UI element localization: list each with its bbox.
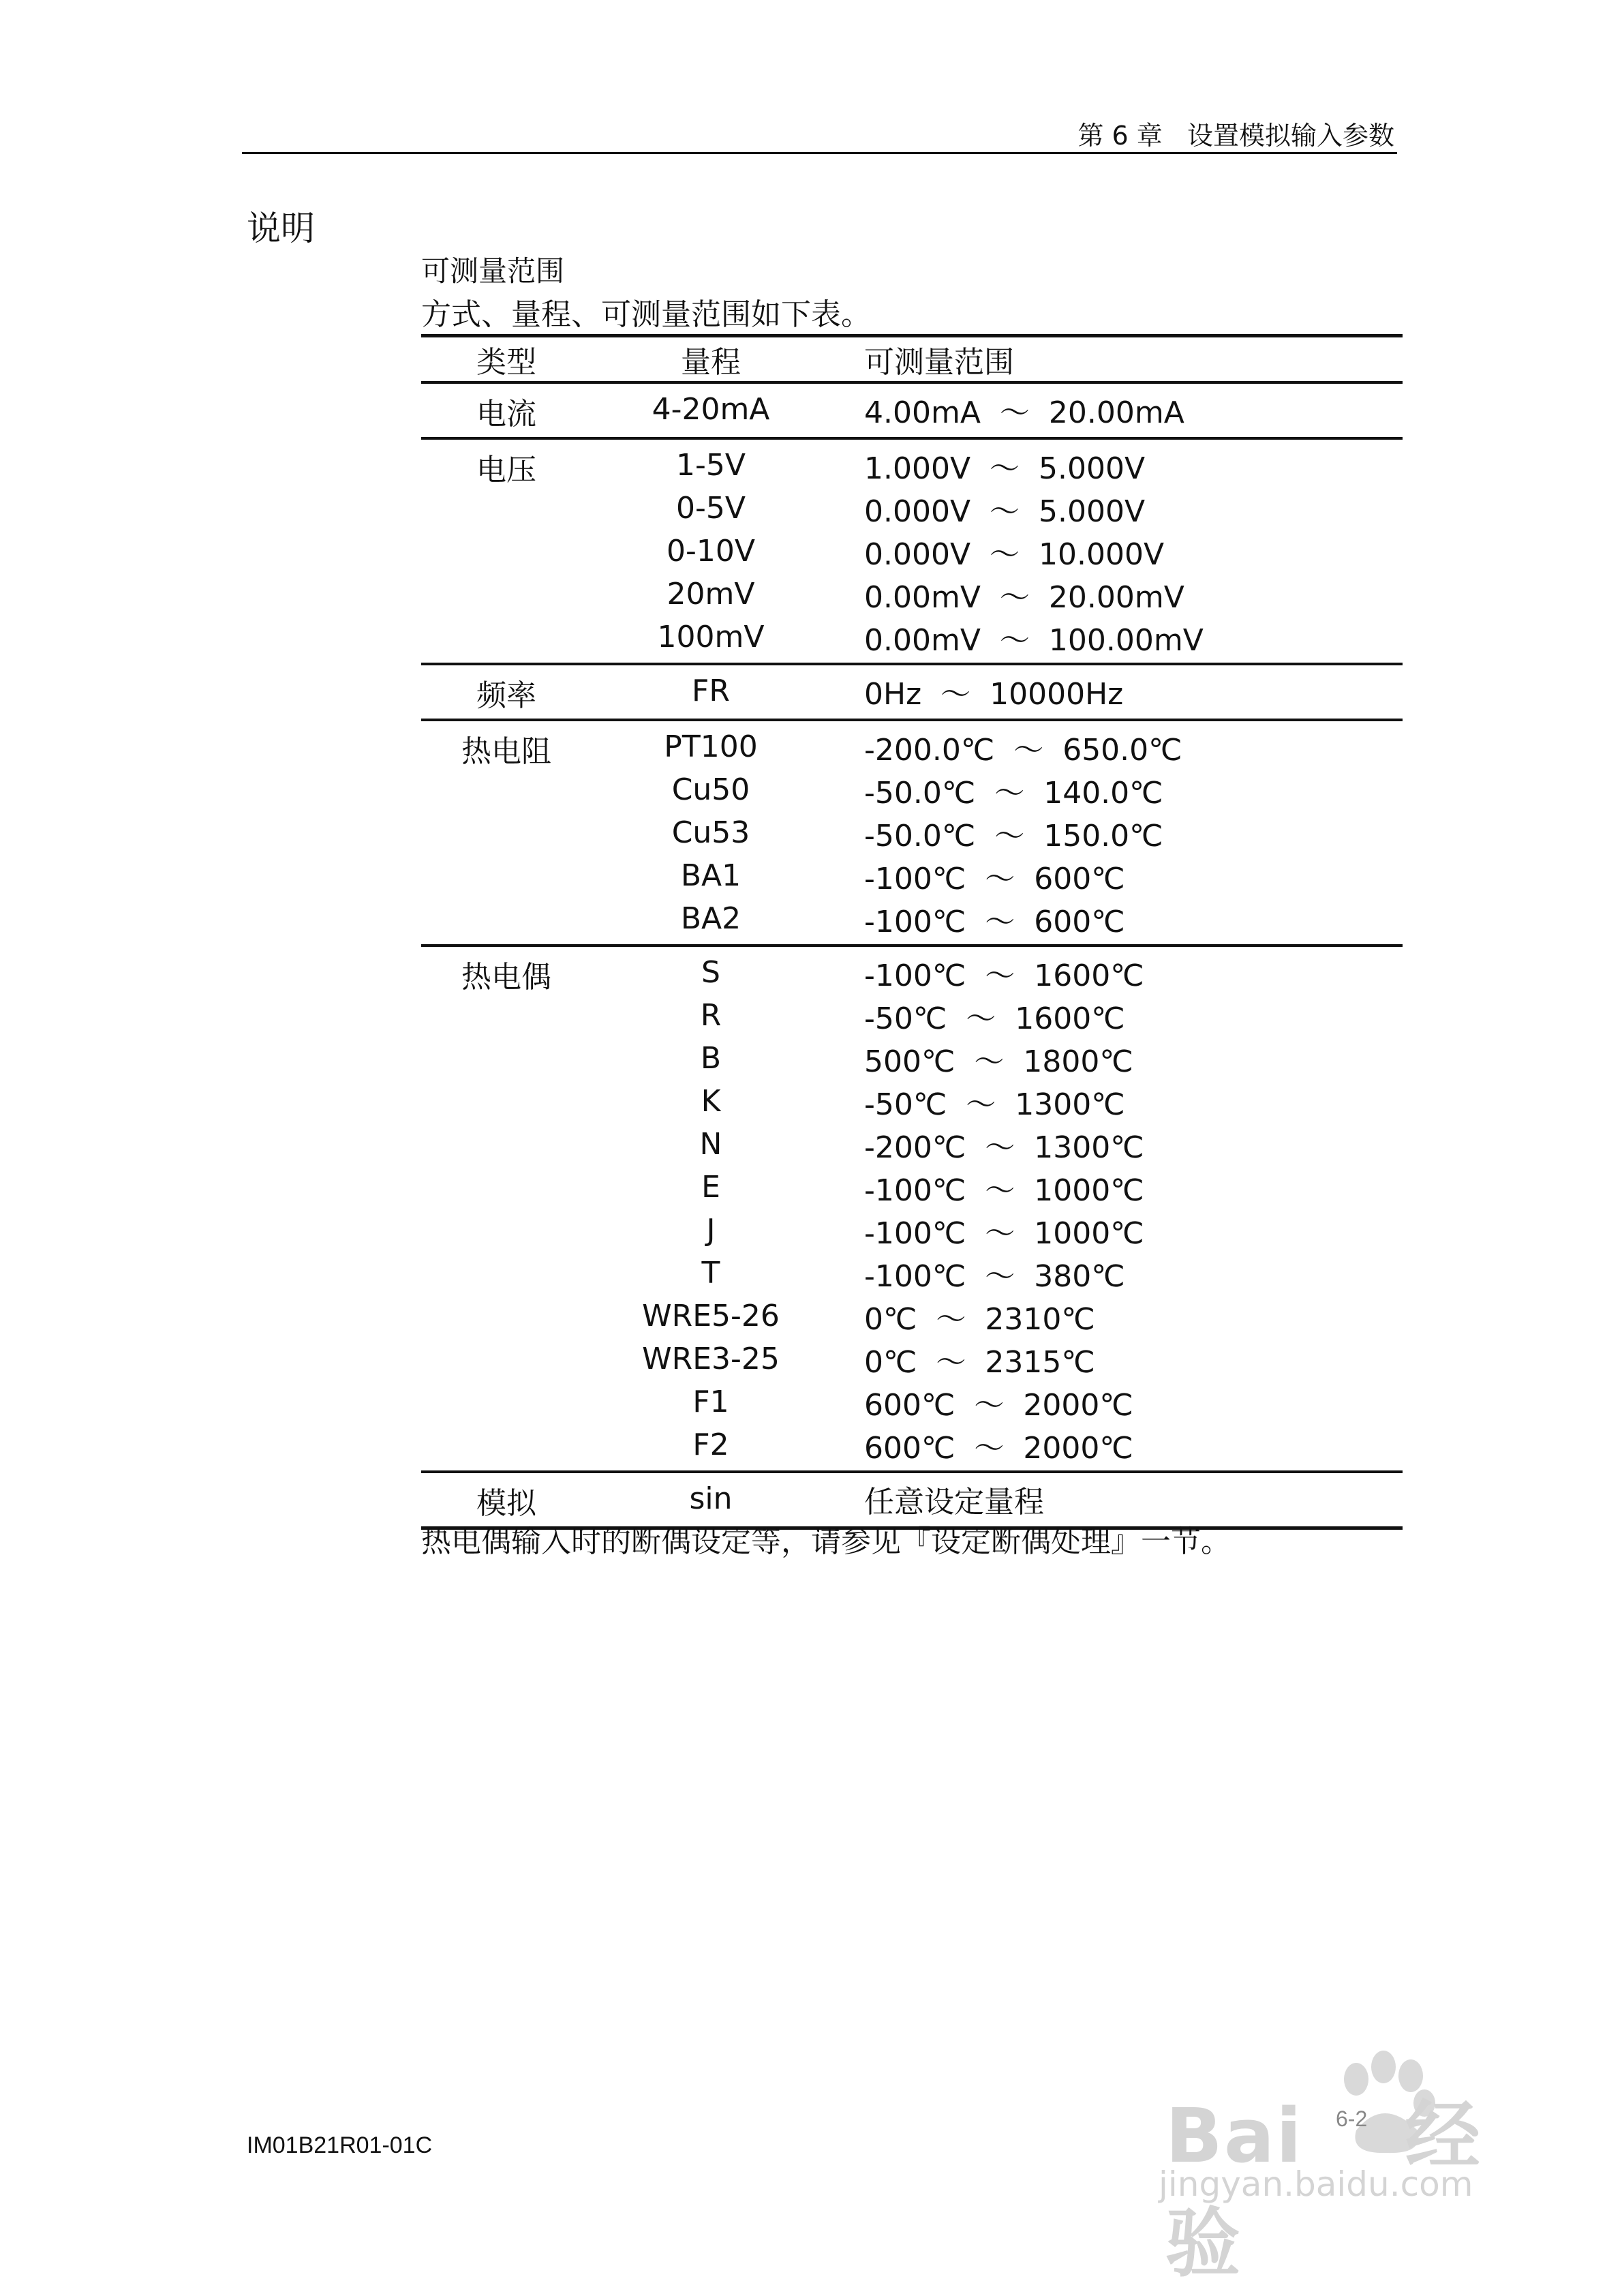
watermark-url: jingyan.baidu.com: [1159, 2164, 1473, 2204]
range-cell: FR: [692, 674, 730, 708]
table-row: [592, 951, 1403, 994]
table-row: [592, 1080, 1403, 1123]
table-header-row: [421, 337, 1403, 384]
range-cell: S: [701, 955, 720, 990]
measurable-cell: -100℃ ～ 380℃: [864, 1258, 1125, 1294]
column-header-type: 类型: [476, 345, 536, 380]
measurable-cell: 0.00mV ～ 100.00mV: [864, 622, 1204, 658]
table-row: [592, 530, 1403, 573]
chapter-title: 第 6 章 设置模拟输入参数: [1077, 121, 1394, 151]
group-rows: [592, 725, 1403, 940]
range-cell: T: [701, 1256, 720, 1290]
table-body: [421, 384, 1403, 1526]
chapter-header: [242, 113, 1397, 154]
section-heading: 说明: [247, 209, 315, 248]
table-group: [421, 440, 1403, 665]
range-cell: 4-20mA: [652, 392, 770, 427]
table-row: [592, 854, 1403, 897]
range-cell: Cu53: [671, 815, 750, 850]
measurable-cell: -200℃ ～ 1300℃: [864, 1130, 1144, 1165]
measurable-cell: -50.0℃ ～ 140.0℃: [864, 775, 1163, 811]
measurable-cell: 500℃ ～ 1800℃: [864, 1044, 1133, 1079]
measurable-cell: 600℃ ～ 2000℃: [864, 1430, 1133, 1466]
measurable-range-heading: 可测量范围: [421, 254, 565, 288]
type-cell: 模拟: [476, 1486, 536, 1521]
measurable-cell: 4.00mA ～ 20.00mA: [864, 395, 1184, 430]
range-cell: E: [701, 1170, 720, 1205]
table-row: [592, 1037, 1403, 1080]
table-row: [592, 1209, 1403, 1252]
table-row: [592, 616, 1403, 659]
table-group: [421, 384, 1403, 440]
measurable-cell: -50.0℃ ～ 150.0℃: [864, 818, 1163, 854]
document-code: IM01B21R01-01C: [247, 2132, 433, 2158]
measurable-cell: 0℃ ～ 2315℃: [864, 1344, 1095, 1380]
table-row: [592, 1252, 1403, 1295]
range-cell: WRE3-25: [642, 1342, 780, 1376]
range-cell: B: [700, 1041, 722, 1076]
measurable-cell: 0Hz ～ 10000Hz: [864, 676, 1124, 712]
measurable-cell: 0.000V ～ 5.000V: [864, 494, 1146, 529]
table-group: [421, 947, 1403, 1473]
measurable-cell: -50℃ ～ 1300℃: [864, 1087, 1125, 1122]
watermark-brand: Bai 经验: [1165, 2092, 1482, 2287]
measurable-cell: -100℃ ～ 1000℃: [864, 1215, 1144, 1251]
table-row: [592, 388, 1403, 431]
type-cell: 热电偶: [461, 960, 551, 995]
measurable-cell: 600℃ ～ 2000℃: [864, 1387, 1133, 1423]
measurable-cell: -50℃ ～ 1600℃: [864, 1001, 1125, 1036]
range-cell: J: [706, 1213, 716, 1248]
measurable-range-table: [421, 334, 1403, 1530]
group-rows: [592, 1477, 1403, 1522]
range-cell: N: [699, 1127, 722, 1162]
closing-note: 热电偶输入时的断偶设定等，请参见『设定断偶处理』一节。: [421, 1524, 1231, 1559]
table-row: [592, 1338, 1403, 1380]
table-group: [421, 721, 1403, 947]
range-cell: 20mV: [667, 577, 755, 611]
group-rows: [592, 388, 1403, 433]
measurable-cell: -100℃ ～ 1000℃: [864, 1173, 1144, 1208]
range-cell: sin: [689, 1481, 733, 1516]
range-cell: R: [700, 998, 722, 1033]
type-cell: 热电阻: [461, 734, 551, 769]
range-cell: K: [701, 1084, 721, 1119]
table-row: [592, 897, 1403, 940]
type-cell: 电流: [476, 397, 536, 432]
table-row: [592, 1423, 1403, 1466]
table-row: [592, 573, 1403, 616]
table-row: [592, 768, 1403, 811]
type-cell: 电压: [476, 453, 536, 487]
table-row: [592, 994, 1403, 1037]
table-row: [592, 725, 1403, 768]
range-cell: WRE5-26: [642, 1299, 780, 1333]
range-cell: 0-5V: [676, 491, 746, 526]
type-cell: 频率: [476, 678, 536, 713]
table-group: [421, 665, 1403, 721]
measurable-cell: -200.0℃ ～ 650.0℃: [864, 732, 1182, 768]
table-row: [592, 1123, 1403, 1166]
range-cell: Cu50: [671, 772, 750, 807]
table-row: [592, 669, 1403, 712]
range-cell: BA2: [680, 901, 741, 936]
range-cell: PT100: [664, 729, 758, 764]
group-rows: [592, 951, 1403, 1466]
measurable-cell: 0.000V ～ 10.000V: [864, 537, 1165, 572]
measurable-cell: -100℃ ～ 600℃: [864, 861, 1125, 896]
group-rows: [592, 669, 1403, 714]
measurable-cell: 0.00mV ～ 20.00mV: [864, 579, 1184, 615]
measurable-cell: -100℃ ～ 1600℃: [864, 958, 1144, 993]
group-rows: [592, 444, 1403, 659]
table-row: [592, 487, 1403, 530]
table-row: [592, 1380, 1403, 1423]
range-cell: F1: [692, 1385, 729, 1419]
range-cell: 0-10V: [667, 534, 755, 569]
column-header-range: 量程: [681, 345, 741, 380]
table-row: [592, 811, 1403, 854]
measurable-cell: 1.000V ～ 5.000V: [864, 451, 1146, 486]
range-cell: 100mV: [657, 620, 765, 654]
table-row: [592, 444, 1403, 487]
table-row: [592, 1295, 1403, 1338]
table-row: [592, 1477, 1403, 1520]
column-header-measurable: 可测量范围: [864, 345, 1014, 380]
measurable-cell: -100℃ ～ 600℃: [864, 904, 1125, 939]
measurable-cell: 0℃ ～ 2310℃: [864, 1301, 1095, 1337]
intro-text: 方式、量程、可测量范围如下表。: [421, 297, 871, 332]
range-cell: 1-5V: [676, 448, 746, 483]
range-cell: BA1: [680, 858, 741, 893]
table-row: [592, 1166, 1403, 1209]
measurable-cell: 任意设定量程: [864, 1484, 1044, 1520]
page-number: 6-2: [1336, 2106, 1368, 2131]
range-cell: F2: [692, 1428, 729, 1462]
